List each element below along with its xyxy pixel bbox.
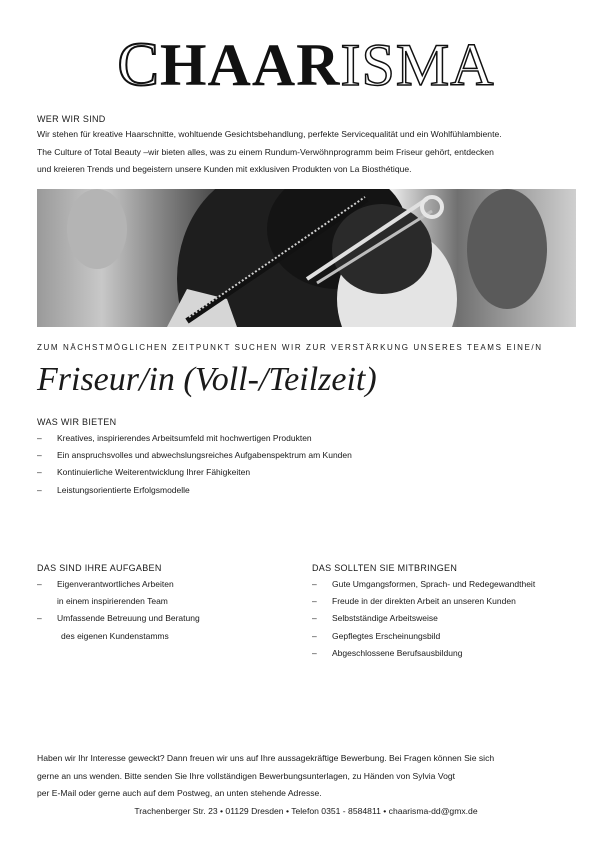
offer-list (37, 430, 352, 499)
offer-item-text: Leistungsorientierte Erfolgsmodelle (57, 484, 190, 495)
list-item (312, 628, 535, 645)
list-item (37, 464, 352, 481)
requirement-item-text: Gute Umgangsformen, Sprach- und Redegewandtheit (332, 579, 536, 589)
offer-item-text: Ein anspruchsvolles und abwechslungsreiches Aufgabenspektrum am Kunden (57, 450, 352, 461)
closing-line: per E-Mail oder gerne auch auf dem Postweg, an unten stehende Adresse. (37, 788, 322, 798)
dash-bullet: – (312, 596, 317, 607)
intro-heading: WER WIR SIND (37, 114, 106, 124)
job-tagline: ZUM NÄCHSTMÖGLICHEN ZEITPUNKT SUCHEN WIR ZUR VERSTÄRKUNG UNSERES TEAMS EINE/N (37, 343, 543, 352)
dash-bullet: – (37, 450, 42, 461)
requirement-item-text: Freude in der direkten Arbeit an unseren Kunden (332, 596, 516, 607)
dash-bullet: – (312, 630, 317, 641)
list-item (312, 610, 535, 627)
task-item-line: Umfassende Betreuung und Beratung (57, 613, 200, 624)
list-item (312, 645, 535, 662)
hairdresser-cutting-hair-photo (37, 189, 576, 327)
tasks-heading: DAS SIND IHRE AUFGABEN (37, 563, 162, 573)
task-item-line: Eigenverantwortliches Arbeiten (57, 579, 174, 589)
offer-heading: WAS WIR BIETEN (37, 417, 117, 427)
logo-text-haar: HAAR (159, 32, 341, 98)
logo-text-isma: ISMA (340, 32, 495, 98)
requirement-item-text: Abgeschlossene Berufsausbildung (332, 647, 463, 658)
requirements-heading: DAS SOLLTEN SIE MITBRINGEN (312, 563, 458, 573)
task-item-line: des eigenen Kundenstamms (61, 630, 169, 641)
dash-bullet: – (312, 647, 317, 658)
tasks-list (37, 576, 200, 645)
dash-bullet: – (312, 613, 317, 624)
list-item (312, 593, 535, 610)
list-item (312, 576, 535, 593)
dash-bullet: – (312, 579, 317, 589)
dash-bullet: – (37, 613, 42, 624)
list-item (37, 430, 352, 447)
requirements-list (312, 576, 535, 662)
list-item (37, 447, 352, 464)
list-item (37, 576, 200, 610)
job-title: Friseur/in (Voll-/Teilzeit) (37, 361, 377, 398)
requirement-item-text: Gepflegtes Erscheinungsbild (332, 630, 441, 641)
logo-letter-c: C (117, 31, 160, 99)
closing-line: gerne an uns wenden. Bitte senden Sie Ihre vollständigen Bewerbungsunterlagen, zu Händen von Sylvia Vogt (37, 770, 456, 781)
requirement-item-text: Selbstständige Arbeitsweise (332, 613, 438, 624)
intro-paragraph (37, 126, 502, 179)
offer-item-text: Kontinuierliche Weiterentwicklung Ihrer Fähigkeiten (57, 467, 251, 478)
dash-bullet: – (37, 433, 42, 443)
task-item-line: in einem inspirierenden Team (57, 596, 168, 607)
contact-footer: Trachenberger Str. 23 • 01129 Dresden • Telefon 0351 - 8584811 • chaarisma-dd@gmx.de (134, 806, 478, 816)
intro-line: The Culture of Total Beauty –wir bieten alles, was zu einem Rundum-Verwöhnprogramm beim Friseur gehört, entdecken (37, 146, 494, 157)
list-item (37, 610, 200, 644)
dash-bullet: – (37, 467, 42, 478)
list-item (37, 482, 352, 499)
intro-line: Wir stehen für kreative Haarschnitte, wohltuende Gesichtsbehandlung, perfekte Servicequalität und ein Wohlfühlambiente. (37, 129, 502, 139)
dash-bullet: – (37, 484, 42, 495)
offer-item-text: Kreatives, inspirierendes Arbeitsumfeld mit hochwertigen Produkten (57, 433, 312, 443)
closing-paragraph (37, 750, 494, 803)
dash-bullet: – (37, 579, 42, 589)
closing-line: Haben wir Ihr Interesse geweckt? Dann freuen wir uns auf Ihre aussagekräftige Bewerbung. Bei Fragen können Sie sich (37, 753, 495, 763)
brand-logo (0, 30, 612, 100)
intro-line: und kreieren Trends und begeistern unsere Kunden mit exklusiven Produkten von La Biosthétique. (37, 164, 412, 174)
photo-illustration (37, 189, 576, 327)
